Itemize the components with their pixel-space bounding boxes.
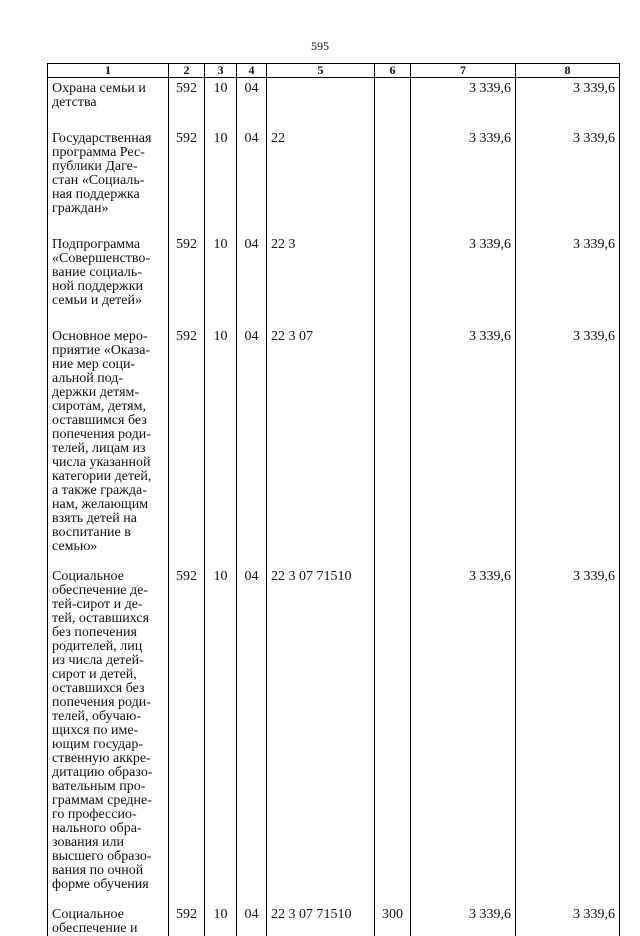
amount-2020: 3 339,6 <box>516 128 620 234</box>
expense-type-code <box>375 326 411 566</box>
row-name <box>48 78 169 129</box>
row-name-line: обеспечение и <box>52 921 138 936</box>
row-name-line: Основное меро- <box>52 329 148 344</box>
row-name-line: сиротам, детям, <box>52 399 146 414</box>
amount-2019: 3 339,6 <box>411 128 516 234</box>
row-name-line: из числа детей- <box>52 653 144 668</box>
section-code: 592 <box>169 904 205 936</box>
table-row <box>48 234 620 326</box>
amount-2020: 3 339,6 <box>516 234 620 326</box>
row-name-line: тей-сирот и де- <box>52 597 143 612</box>
table-row <box>48 128 620 234</box>
row-name-line: стан «Социаль- <box>52 173 145 188</box>
row-name-line: семьи и детей» <box>52 293 142 308</box>
section-code: 592 <box>169 128 205 234</box>
target-article-code: 22 3 07 71510 <box>267 904 375 936</box>
amount-2019: 3 339,6 <box>411 234 516 326</box>
row-name-line: попечения роди- <box>52 427 151 442</box>
subsection-code: 10 <box>205 326 237 566</box>
row-name-line: го профессио- <box>52 807 137 822</box>
row-name-line: оставшихся без <box>52 681 145 696</box>
row-name-line: нам, желающим <box>52 497 149 512</box>
header-col-8: 8 <box>516 64 620 78</box>
item-code: 04 <box>237 78 267 129</box>
expense-type-code <box>375 234 411 326</box>
expense-type-code <box>375 566 411 904</box>
row-name-line: вательным про- <box>52 779 146 794</box>
item-code: 04 <box>237 566 267 904</box>
header-col-7: 7 <box>411 64 516 78</box>
row-name-line: ной поддержки <box>52 279 143 294</box>
row-name-line: Охрана семьи и <box>52 81 146 96</box>
header-col-3: 3 <box>205 64 237 78</box>
row-name-line: а также гражда- <box>52 483 147 498</box>
item-code: 04 <box>237 904 267 936</box>
table-row <box>48 904 620 936</box>
item-code: 04 <box>237 326 267 566</box>
row-name-line: родителей, лиц <box>52 639 143 654</box>
target-article-code: 22 <box>267 128 375 234</box>
row-name-line: вание социаль- <box>52 265 142 280</box>
header-col-1: 1 <box>48 64 169 78</box>
header-col-4: 4 <box>237 64 267 78</box>
row-name-line: вания по очной <box>52 863 144 878</box>
row-name-line: приятие «Оказа- <box>52 343 151 358</box>
row-name-line: обеспечение де- <box>52 583 149 598</box>
amount-2019: 3 339,6 <box>411 326 516 566</box>
header-col-2: 2 <box>169 64 205 78</box>
row-name-line: форме обучения <box>52 877 149 892</box>
row-name-line: «Совершенство- <box>52 251 151 266</box>
amount-2019: 3 339,6 <box>411 904 516 936</box>
row-name-line: телей, лицам из <box>52 441 146 456</box>
row-name-line: Государственная <box>52 131 152 146</box>
row-name-line: высшего образо- <box>52 849 152 864</box>
row-name-line: сирот и детей, <box>52 667 137 682</box>
row-name <box>48 128 169 234</box>
row-name-line: зования или <box>52 835 124 850</box>
row-name-line: Социальное <box>52 907 124 922</box>
row-name-line: ственную аккре- <box>52 751 151 766</box>
row-name-line: числа указанной <box>52 455 151 470</box>
header-row <box>48 64 620 78</box>
row-name-line: дитацию образо- <box>52 765 153 780</box>
row-name-line: Подпрограмма <box>52 237 141 252</box>
target-article-code <box>267 78 375 129</box>
table-row <box>48 326 620 566</box>
row-name-line: ние мер соци- <box>52 357 136 372</box>
table-row <box>48 78 620 129</box>
expense-type-code: 300 <box>375 904 411 936</box>
header-col-6: 6 <box>375 64 411 78</box>
row-name-line: ющим государ- <box>52 737 143 752</box>
row-name <box>48 326 169 566</box>
subsection-code: 10 <box>205 904 237 936</box>
section-code: 592 <box>169 78 205 129</box>
subsection-code: 10 <box>205 128 237 234</box>
row-name-line: нального обра- <box>52 821 142 836</box>
subsection-code: 10 <box>205 234 237 326</box>
target-article-code: 22 3 07 <box>267 326 375 566</box>
row-name-line: щихся по име- <box>52 723 139 738</box>
row-name-line: тей, оставшихся <box>52 611 150 626</box>
amount-2019: 3 339,6 <box>411 78 516 129</box>
row-name-line: альной под- <box>52 371 124 386</box>
item-code: 04 <box>237 234 267 326</box>
row-name-line: категории детей, <box>52 469 152 484</box>
target-article-code: 22 3 07 71510 <box>267 566 375 904</box>
row-name-line: попечения роди- <box>52 695 151 710</box>
row-name-line: Социальное <box>52 569 124 584</box>
row-name-line: телей, обучаю- <box>52 709 141 724</box>
row-name-line: держки детям- <box>52 385 140 400</box>
row-name-line: оставшимся без <box>52 413 147 428</box>
row-name-line: семью» <box>52 539 98 554</box>
header-col-5: 5 <box>267 64 375 78</box>
row-name-line: публики Даге- <box>52 159 138 174</box>
amount-2020: 3 339,6 <box>516 904 620 936</box>
subsection-code: 10 <box>205 566 237 904</box>
row-name-line: программа Рес- <box>52 145 145 160</box>
row-name <box>48 904 169 936</box>
subsection-code: 10 <box>205 78 237 129</box>
section-code: 592 <box>169 234 205 326</box>
item-code: 04 <box>237 128 267 234</box>
row-name-line: граммам средне- <box>52 793 152 808</box>
amount-2020: 3 339,6 <box>516 78 620 129</box>
row-name-line: без попечения <box>52 625 137 640</box>
table-row <box>48 566 620 904</box>
amount-2020: 3 339,6 <box>516 566 620 904</box>
section-code: 592 <box>169 566 205 904</box>
budget-table <box>47 63 620 936</box>
row-name <box>48 566 169 904</box>
row-name <box>48 234 169 326</box>
row-name-line: взять детей на <box>52 511 137 526</box>
row-name-line: воспитание в <box>52 525 131 540</box>
row-name-line: граждан» <box>52 201 109 216</box>
expense-type-code <box>375 128 411 234</box>
page-number: 595 <box>311 39 329 53</box>
target-article-code: 22 3 <box>267 234 375 326</box>
row-name-line: детства <box>52 95 97 110</box>
section-code: 592 <box>169 326 205 566</box>
amount-2019: 3 339,6 <box>411 566 516 904</box>
row-name-line: ная поддержка <box>52 187 140 202</box>
expense-type-code <box>375 78 411 129</box>
amount-2020: 3 339,6 <box>516 326 620 566</box>
